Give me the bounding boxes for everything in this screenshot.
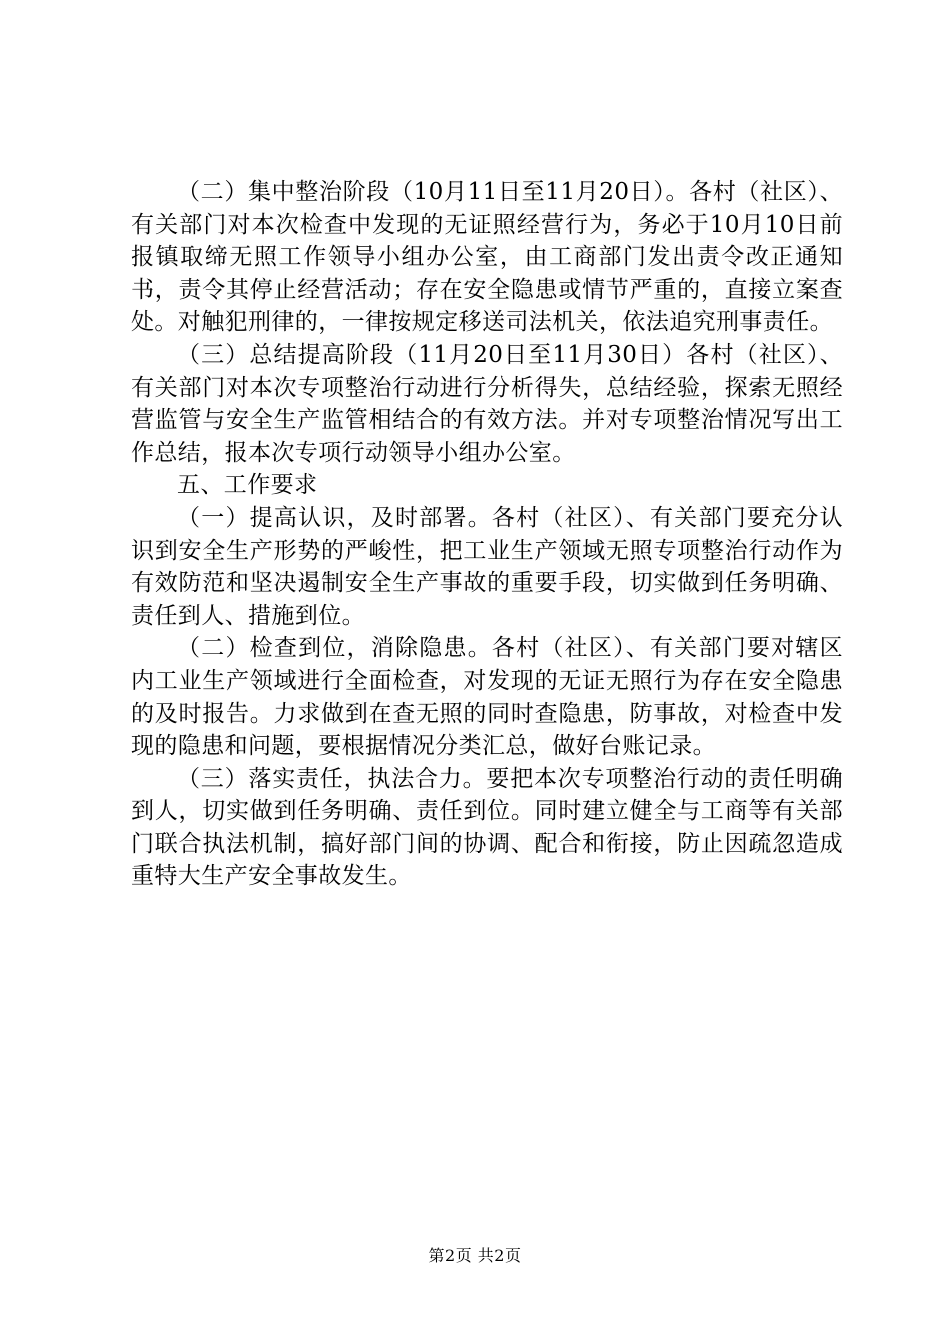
paragraph-requirement-two: （二）检查到位，消除隐患。各村（社区）、有关部门要对辖区内工业生产领域进行全面检查，对发现的无证无照行为存在安全隐患的及时报告。力求做到在查无照的同时查隐患，防事故，对检查中发现的隐患和问题，要根据情况分类汇总，做好台账记录。	[131, 635, 843, 760]
section-heading-work-requirements: 五、工作要求	[177, 472, 318, 499]
paragraph-stage-two: （二）集中整治阶段（10月11日至11月20日）。各村（社区）、有关部门对本次检查中发现的无证照经营行为，务必于10月10日前报镇取缔无照工作领导小组办公室，由工商部门发出责令改正通知书，责令其停止经营活动；存在安全隐患或情节严重的，直接立案查处。对触犯刑律的，一律按规定移送司法机关，依法追究刑事责任。	[131, 179, 843, 336]
paragraph-requirement-three: （三）落实责任，执法合力。要把本次专项整治行动的责任明确到人，切实做到任务明确、责任到位。同时建立健全与工商等有关部门联合执法机制，搞好部门间的协调、配合和衔接，防止因疏忽造成重特大生产安全事故发生。	[131, 765, 843, 890]
page-footer: 第2页 共2页	[428, 1246, 522, 1265]
paragraph-requirement-one: （一）提高认识，及时部署。各村（社区）、有关部门要充分认识到安全生产形势的严峻性，把工业生产领域无照专项整治行动作为有效防范和坚决遏制安全生产事故的重要手段，切实做到任务明确、责任到人、措施到位。	[131, 504, 843, 629]
document-body	[131, 176, 843, 893]
paragraph-stage-three: （三）总结提高阶段（11月20日至11月30日）各村（社区）、有关部门对本次专项整治行动进行分析得失，总结经验，探索无照经营监管与安全生产监管相结合的有效方法。并对专项整治情况写出工作总结，报本次专项行动领导小组办公室。	[131, 341, 843, 466]
